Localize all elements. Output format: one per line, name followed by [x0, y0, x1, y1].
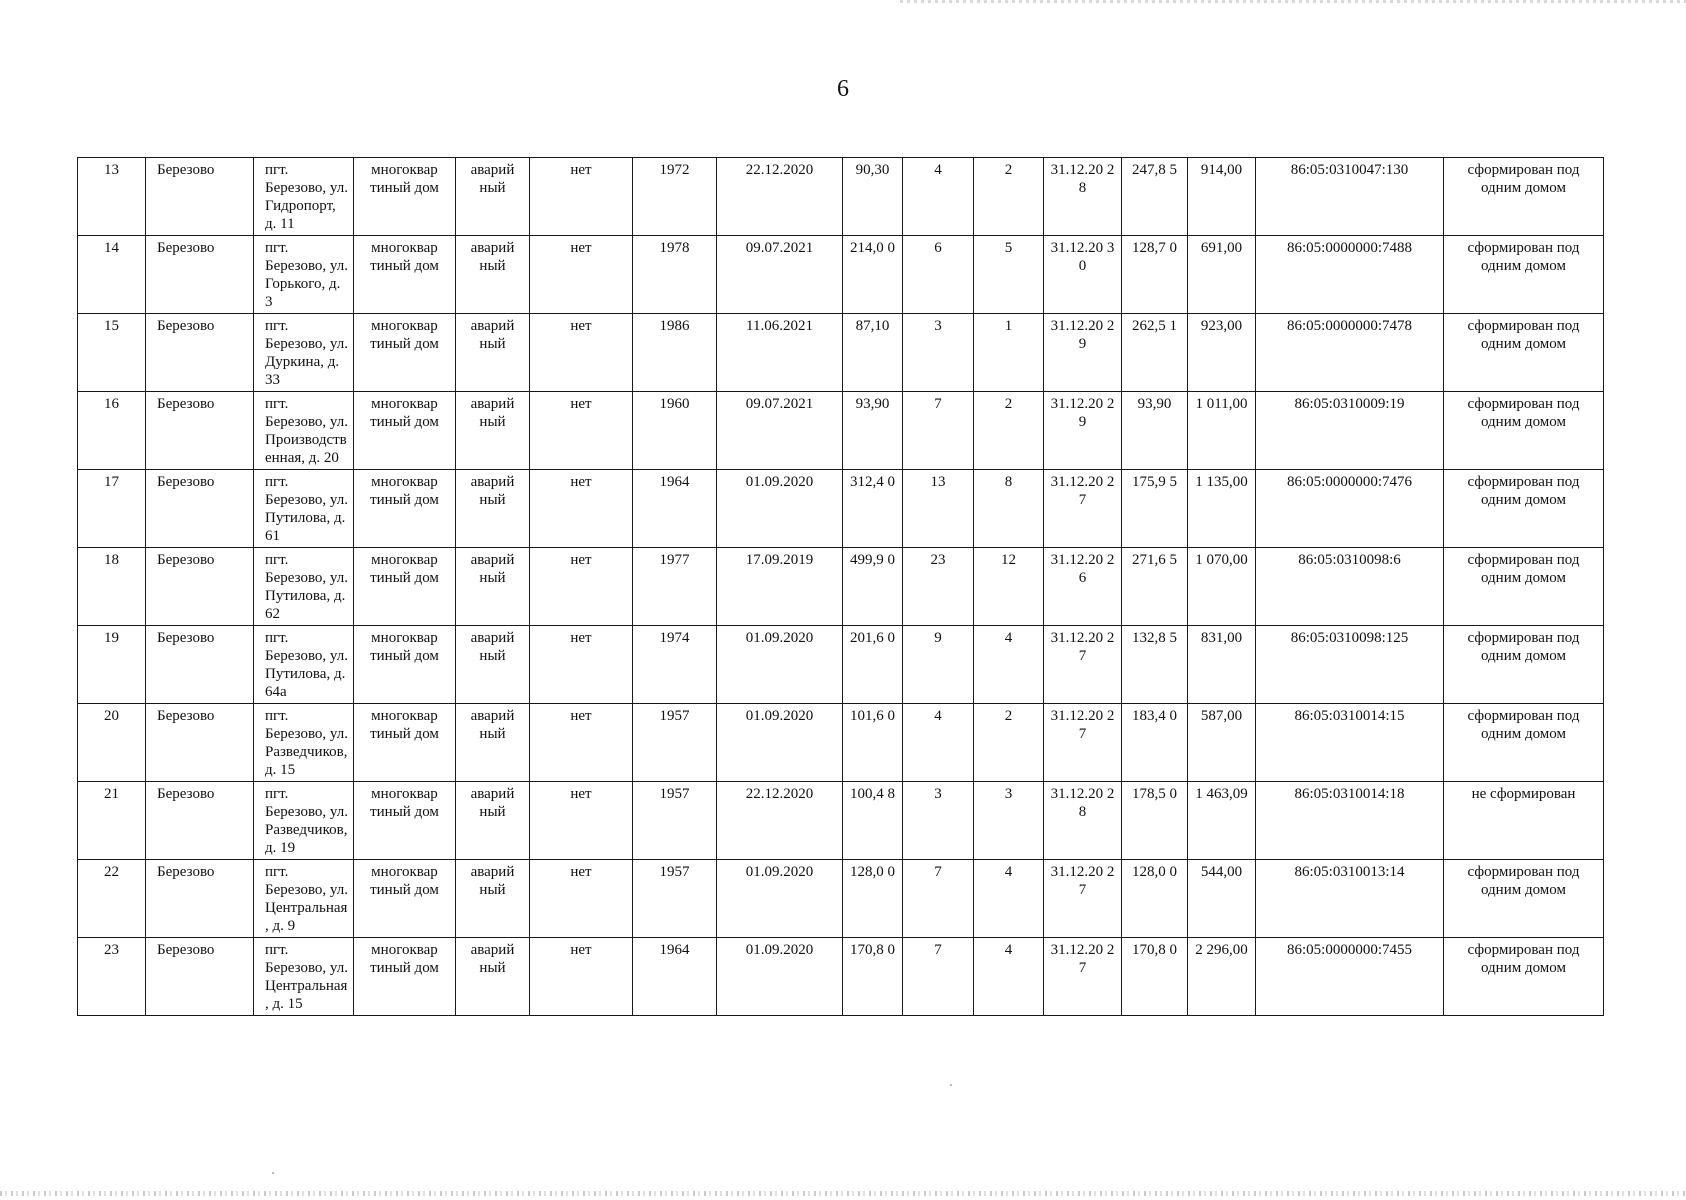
cell-build-year: 1972 [633, 158, 717, 236]
cell-area: 214,0 0 [843, 236, 903, 314]
cell-row-number: 22 [78, 860, 146, 938]
cell-building-type: многоквар тиный дом [354, 548, 456, 626]
cell-land-status: сформирован под одним домом [1444, 704, 1604, 782]
cell-row-number: 16 [78, 392, 146, 470]
cell-cadastral-number: 86:05:0000000:7478 [1256, 314, 1444, 392]
cell-land-status: сформирован под одним домом [1444, 860, 1604, 938]
registry-table-body [78, 158, 1604, 1016]
cell-residents: 4 [903, 158, 974, 236]
cell-residents: 13 [903, 470, 974, 548]
cell-units: 4 [974, 938, 1044, 1016]
page-number: 6 [837, 76, 849, 102]
cell-municipality: Березово [146, 470, 254, 548]
cell-land-area: 1 135,00 [1188, 470, 1256, 548]
cell-municipality: Березово [146, 782, 254, 860]
cell-municipality: Березово [146, 158, 254, 236]
cell-recognition-date: 11.06.2021 [717, 314, 843, 392]
cell-area: 101,6 0 [843, 704, 903, 782]
cell-land-area: 831,00 [1188, 626, 1256, 704]
cell-cadastral-number: 86:05:0310047:130 [1256, 158, 1444, 236]
cell-deadline: 31.12.20 27 [1044, 860, 1122, 938]
cell-cadastral-number: 86:05:0000000:7476 [1256, 470, 1444, 548]
cell-area: 93,90 [843, 392, 903, 470]
table-row [78, 860, 1604, 938]
cell-flag: нет [530, 860, 633, 938]
cell-area: 87,10 [843, 314, 903, 392]
cell-flag: нет [530, 938, 633, 1016]
cell-condition: аварий ный [456, 548, 530, 626]
cell-recognition-date: 09.07.2021 [717, 236, 843, 314]
cell-residents: 9 [903, 626, 974, 704]
cell-land-status: сформирован под одним домом [1444, 392, 1604, 470]
cell-build-year: 1977 [633, 548, 717, 626]
cell-area: 499,9 0 [843, 548, 903, 626]
cell-land-area: 1 070,00 [1188, 548, 1256, 626]
cell-flag: нет [530, 470, 633, 548]
cell-condition: аварий ный [456, 782, 530, 860]
cell-condition: аварий ный [456, 470, 530, 548]
table-row [78, 158, 1604, 236]
cell-build-year: 1957 [633, 860, 717, 938]
cell-condition: аварий ный [456, 392, 530, 470]
cell-recognition-date: 01.09.2020 [717, 860, 843, 938]
cell-area-secondary: 271,6 5 [1122, 548, 1188, 626]
cell-recognition-date: 22.12.2020 [717, 782, 843, 860]
cell-deadline: 31.12.20 29 [1044, 314, 1122, 392]
cell-building-type: многоквар тиный дом [354, 158, 456, 236]
cell-residents: 7 [903, 938, 974, 1016]
cell-cadastral-number: 86:05:0000000:7488 [1256, 236, 1444, 314]
cell-cadastral-number: 86:05:0310098:125 [1256, 626, 1444, 704]
cell-land-status: не сформирован [1444, 782, 1604, 860]
cell-build-year: 1974 [633, 626, 717, 704]
cell-condition: аварий ный [456, 314, 530, 392]
cell-units: 1 [974, 314, 1044, 392]
cell-building-type: многоквар тиный дом [354, 938, 456, 1016]
cell-flag: нет [530, 548, 633, 626]
cell-land-area: 2 296,00 [1188, 938, 1256, 1016]
cell-land-area: 691,00 [1188, 236, 1256, 314]
cell-address: пгт. Березово, ул. Центральная , д. 15 [254, 938, 354, 1016]
cell-recognition-date: 01.09.2020 [717, 704, 843, 782]
cell-row-number: 23 [78, 938, 146, 1016]
cell-build-year: 1978 [633, 236, 717, 314]
cell-units: 3 [974, 782, 1044, 860]
cell-condition: аварий ный [456, 236, 530, 314]
cell-area-secondary: 175,9 5 [1122, 470, 1188, 548]
cell-municipality: Березово [146, 626, 254, 704]
cell-land-status: сформирован под одним домом [1444, 314, 1604, 392]
cell-residents: 23 [903, 548, 974, 626]
cell-condition: аварий ный [456, 938, 530, 1016]
cell-units: 4 [974, 626, 1044, 704]
cell-units: 8 [974, 470, 1044, 548]
cell-building-type: многоквар тиный дом [354, 860, 456, 938]
table-row [78, 470, 1604, 548]
cell-area: 90,30 [843, 158, 903, 236]
cell-area-secondary: 128,7 0 [1122, 236, 1188, 314]
cell-area-secondary: 128,0 0 [1122, 860, 1188, 938]
cell-municipality: Березово [146, 314, 254, 392]
cell-residents: 3 [903, 314, 974, 392]
cell-condition: аварий ный [456, 860, 530, 938]
housing-registry-table [77, 157, 1604, 1016]
cell-recognition-date: 01.09.2020 [717, 938, 843, 1016]
cell-deadline: 31.12.20 26 [1044, 548, 1122, 626]
cell-land-status: сформирован под одним домом [1444, 158, 1604, 236]
cell-build-year: 1964 [633, 470, 717, 548]
cell-land-status: сформирован под одним домом [1444, 938, 1604, 1016]
cell-deadline: 31.12.20 27 [1044, 704, 1122, 782]
cell-area-secondary: 93,90 [1122, 392, 1188, 470]
scan-speck [950, 1084, 952, 1086]
cell-build-year: 1960 [633, 392, 717, 470]
cell-area-secondary: 262,5 1 [1122, 314, 1188, 392]
cell-address: пгт. Березово, ул. Центральная , д. 9 [254, 860, 354, 938]
cell-residents: 3 [903, 782, 974, 860]
cell-build-year: 1957 [633, 704, 717, 782]
cell-units: 2 [974, 158, 1044, 236]
cell-units: 2 [974, 392, 1044, 470]
cell-units: 5 [974, 236, 1044, 314]
cell-units: 12 [974, 548, 1044, 626]
cell-area-secondary: 170,8 0 [1122, 938, 1188, 1016]
cell-row-number: 13 [78, 158, 146, 236]
cell-building-type: многоквар тиный дом [354, 626, 456, 704]
cell-address: пгт. Березово, ул. Разведчиков, д. 19 [254, 782, 354, 860]
cell-residents: 7 [903, 860, 974, 938]
cell-cadastral-number: 86:05:0310009:19 [1256, 392, 1444, 470]
cell-land-status: сформирован под одним домом [1444, 626, 1604, 704]
cell-municipality: Березово [146, 392, 254, 470]
cell-flag: нет [530, 782, 633, 860]
cell-area-secondary: 178,5 0 [1122, 782, 1188, 860]
cell-cadastral-number: 86:05:0310014:15 [1256, 704, 1444, 782]
cell-address: пгт. Березово, ул. Дуркина, д. 33 [254, 314, 354, 392]
cell-building-type: многоквар тиный дом [354, 782, 456, 860]
cell-units: 4 [974, 860, 1044, 938]
cell-residents: 6 [903, 236, 974, 314]
cell-land-status: сформирован под одним домом [1444, 236, 1604, 314]
cell-cadastral-number: 86:05:0310098:6 [1256, 548, 1444, 626]
cell-row-number: 21 [78, 782, 146, 860]
cell-flag: нет [530, 392, 633, 470]
scan-artifact-bottom [0, 1191, 1686, 1196]
cell-area-secondary: 247,8 5 [1122, 158, 1188, 236]
cell-deadline: 31.12.20 27 [1044, 938, 1122, 1016]
cell-residents: 7 [903, 392, 974, 470]
cell-recognition-date: 17.09.2019 [717, 548, 843, 626]
cell-cadastral-number: 86:05:0310013:14 [1256, 860, 1444, 938]
cell-land-area: 587,00 [1188, 704, 1256, 782]
cell-row-number: 20 [78, 704, 146, 782]
cell-land-area: 923,00 [1188, 314, 1256, 392]
cell-row-number: 14 [78, 236, 146, 314]
scan-speck [272, 1172, 274, 1174]
cell-municipality: Березово [146, 548, 254, 626]
cell-deadline: 31.12.20 30 [1044, 236, 1122, 314]
cell-address: пгт. Березово, ул. Разведчиков, д. 15 [254, 704, 354, 782]
cell-flag: нет [530, 704, 633, 782]
cell-building-type: многоквар тиный дом [354, 314, 456, 392]
cell-flag: нет [530, 314, 633, 392]
table-row [78, 938, 1604, 1016]
cell-land-status: сформирован под одним домом [1444, 470, 1604, 548]
cell-area: 201,6 0 [843, 626, 903, 704]
cell-deadline: 31.12.20 27 [1044, 470, 1122, 548]
table-row [78, 626, 1604, 704]
cell-area-secondary: 132,8 5 [1122, 626, 1188, 704]
cell-flag: нет [530, 626, 633, 704]
cell-address: пгт. Березово, ул. Гидропорт, д. 11 [254, 158, 354, 236]
cell-row-number: 18 [78, 548, 146, 626]
table-row [78, 782, 1604, 860]
table-row [78, 704, 1604, 782]
cell-deadline: 31.12.20 29 [1044, 392, 1122, 470]
cell-flag: нет [530, 158, 633, 236]
cell-row-number: 19 [78, 626, 146, 704]
cell-build-year: 1964 [633, 938, 717, 1016]
cell-land-area: 1 011,00 [1188, 392, 1256, 470]
cell-building-type: многоквар тиный дом [354, 392, 456, 470]
cell-build-year: 1957 [633, 782, 717, 860]
cell-municipality: Березово [146, 938, 254, 1016]
cell-build-year: 1986 [633, 314, 717, 392]
scan-artifact-top [900, 0, 1686, 3]
cell-address: пгт. Березово, ул. Путилова, д. 62 [254, 548, 354, 626]
cell-condition: аварий ный [456, 626, 530, 704]
cell-address: пгт. Березово, ул. Горького, д. 3 [254, 236, 354, 314]
cell-recognition-date: 09.07.2021 [717, 392, 843, 470]
cell-municipality: Березово [146, 860, 254, 938]
cell-municipality: Березово [146, 704, 254, 782]
table-row [78, 314, 1604, 392]
cell-deadline: 31.12.20 27 [1044, 626, 1122, 704]
cell-area: 100,4 8 [843, 782, 903, 860]
cell-address: пгт. Березово, ул. Путилова, д. 64а [254, 626, 354, 704]
cell-building-type: многоквар тиный дом [354, 236, 456, 314]
cell-flag: нет [530, 236, 633, 314]
cell-area: 128,0 0 [843, 860, 903, 938]
cell-area: 170,8 0 [843, 938, 903, 1016]
cell-land-status: сформирован под одним домом [1444, 548, 1604, 626]
cell-condition: аварий ный [456, 158, 530, 236]
cell-recognition-date: 01.09.2020 [717, 470, 843, 548]
table-row [78, 392, 1604, 470]
cell-units: 2 [974, 704, 1044, 782]
cell-row-number: 17 [78, 470, 146, 548]
table-row [78, 236, 1604, 314]
cell-residents: 4 [903, 704, 974, 782]
cell-land-area: 544,00 [1188, 860, 1256, 938]
cell-recognition-date: 01.09.2020 [717, 626, 843, 704]
cell-deadline: 31.12.20 28 [1044, 158, 1122, 236]
cell-land-area: 914,00 [1188, 158, 1256, 236]
cell-building-type: многоквар тиный дом [354, 704, 456, 782]
cell-area-secondary: 183,4 0 [1122, 704, 1188, 782]
cell-cadastral-number: 86:05:0000000:7455 [1256, 938, 1444, 1016]
cell-land-area: 1 463,09 [1188, 782, 1256, 860]
cell-deadline: 31.12.20 28 [1044, 782, 1122, 860]
cell-municipality: Березово [146, 236, 254, 314]
table-row [78, 548, 1604, 626]
cell-building-type: многоквар тиный дом [354, 470, 456, 548]
cell-cadastral-number: 86:05:0310014:18 [1256, 782, 1444, 860]
cell-area: 312,4 0 [843, 470, 903, 548]
cell-recognition-date: 22.12.2020 [717, 158, 843, 236]
cell-address: пгт. Березово, ул. Производств енная, д. 20 [254, 392, 354, 470]
cell-condition: аварий ный [456, 704, 530, 782]
cell-address: пгт. Березово, ул. Путилова, д. 61 [254, 470, 354, 548]
cell-row-number: 15 [78, 314, 146, 392]
